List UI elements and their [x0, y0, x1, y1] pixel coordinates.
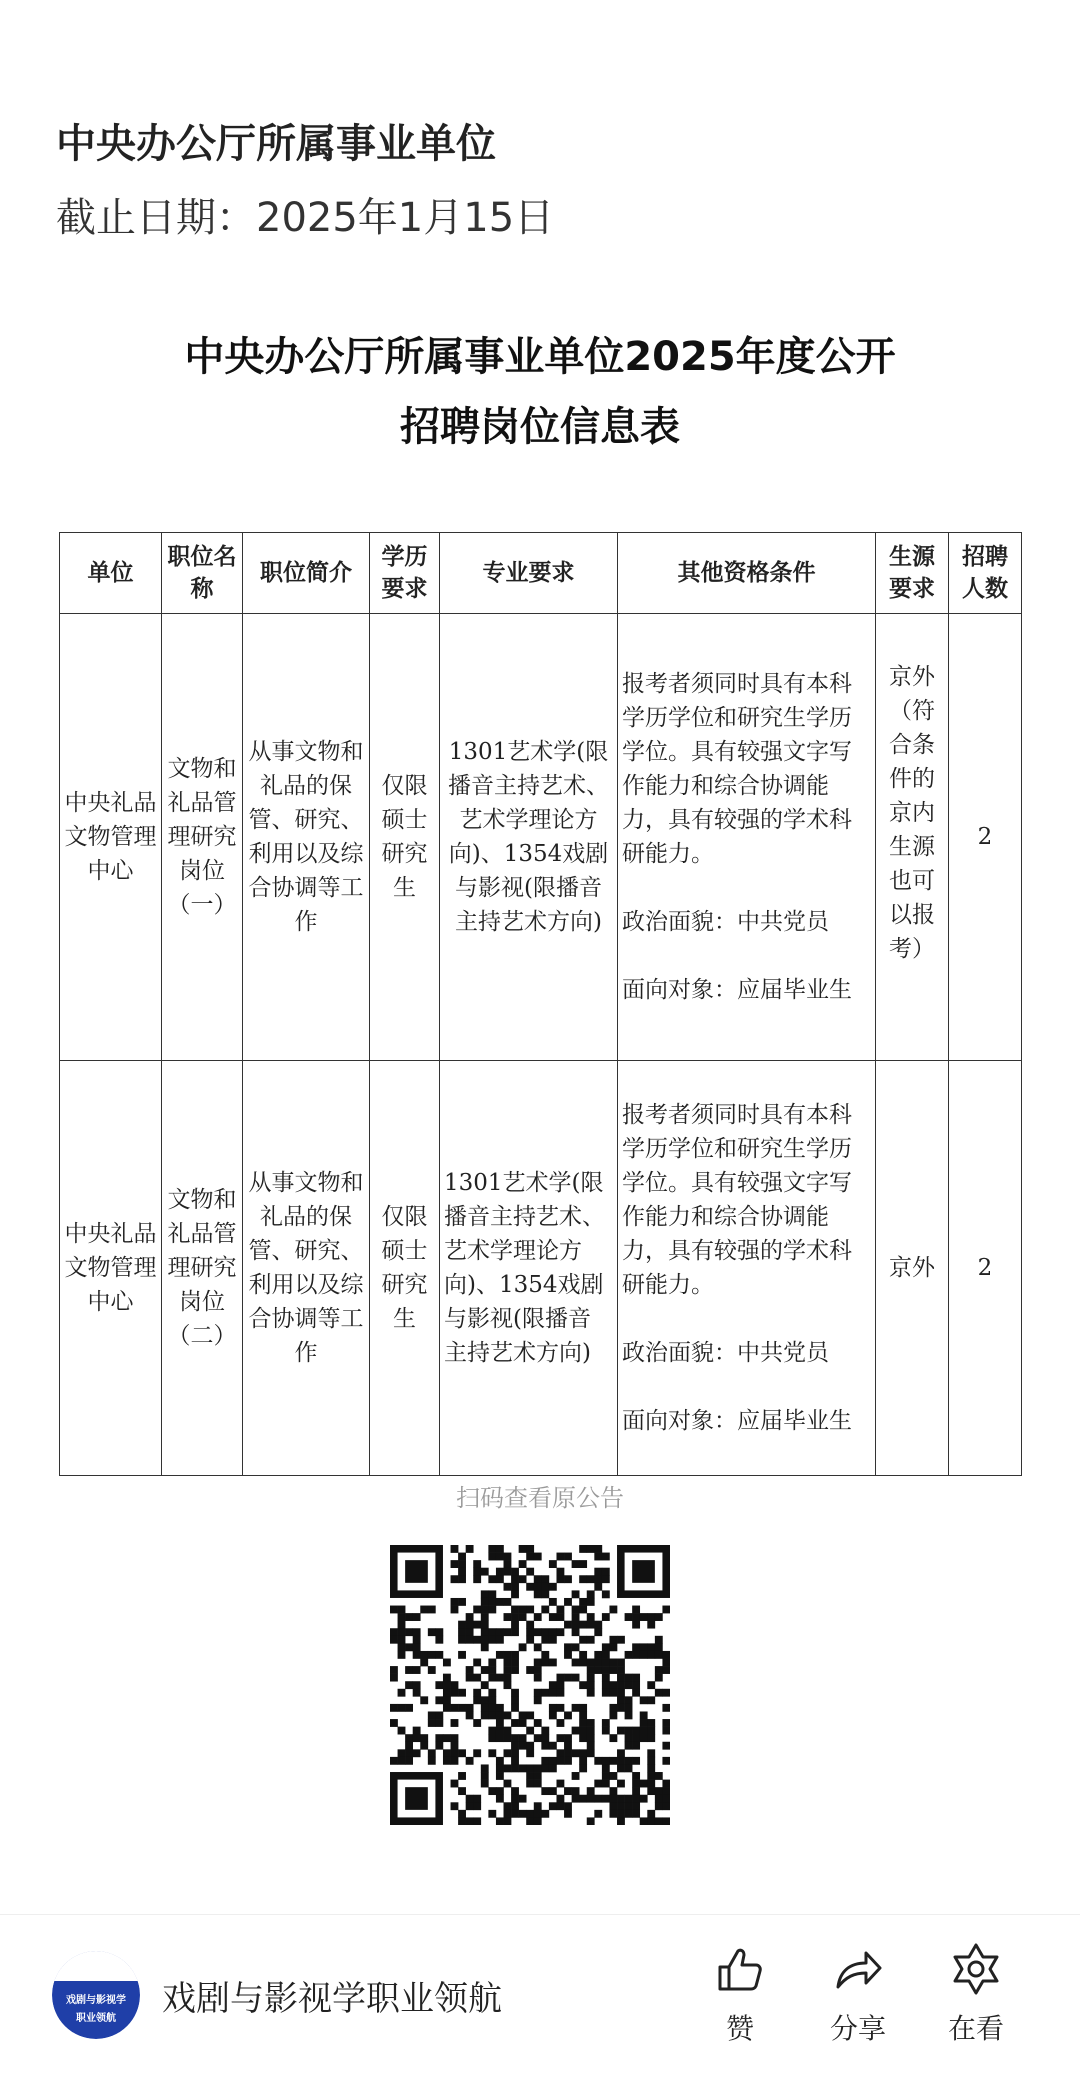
header-unit: 单位: [60, 533, 162, 614]
table-row: [60, 614, 1022, 1061]
share-label: 分享: [829, 2012, 886, 2045]
cell-education: 仅限硕士研究生: [370, 614, 440, 1061]
cell-count: 2: [949, 614, 1022, 1061]
political-status: 政治面貌：中共党员: [622, 1340, 829, 1366]
table-row: [60, 1061, 1022, 1476]
cell-unit: 中央礼品文物管理中心: [60, 1061, 162, 1476]
job-table: [59, 532, 1022, 1476]
header-other: 其他资格条件: [618, 533, 876, 614]
share-arrow-icon: [830, 1941, 886, 1997]
qr-caption: 扫码查看原公告: [456, 1484, 624, 1512]
cell-intro: 从事文物和礼品的保管、研究、利用以及综合协调等工作: [243, 1061, 370, 1476]
cell-major: 1301艺术学(限播音主持艺术、艺术学理论方向)、1354戏剧与影视(限播音主持艺术方向): [440, 614, 618, 1061]
header-intro: 职位简介: [243, 533, 370, 614]
like-button[interactable]: [690, 1941, 790, 2047]
star-flower-icon: [948, 1941, 1004, 1997]
cell-major: 1301艺术学(限播音主持艺术、艺术学理论方向)、1354戏剧与影视(限播音主持艺术方向): [440, 1061, 618, 1476]
deadline-text: 截止日期：2025年1月15日: [56, 195, 555, 241]
org-title: 中央办公厅所属事业单位: [56, 121, 496, 167]
share-button[interactable]: [808, 1941, 908, 2047]
cell-position: 文物和礼品管理研究岗位（二）: [162, 1061, 243, 1476]
header-position: 职位名称: [162, 533, 243, 614]
account-name[interactable]: 戏剧与影视学职业领航: [162, 1979, 502, 2019]
thumbs-up-icon: [712, 1941, 768, 1997]
cell-other: [618, 1061, 876, 1476]
cell-source: 京外（符合条件的京内生源也可以报考）: [876, 614, 949, 1061]
other-requirements: 报考者须同时具有本科学历学位和研究生学历学位。具有较强文字写作能力和综合协调能力，具有较强的学术科研能力。: [622, 1102, 852, 1298]
cell-education: 仅限硕士研究生: [370, 1061, 440, 1476]
header-source: 生源要求: [876, 533, 949, 614]
document-title: [0, 322, 1080, 462]
table-header-row: [60, 533, 1022, 614]
document-title-line1: 中央办公厅所属事业单位2025年度公开: [184, 334, 896, 380]
header-major: 专业要求: [440, 533, 618, 614]
target-group: 面向对象：应届毕业生: [622, 1408, 852, 1434]
cell-intro: 从事文物和礼品的保管、研究、利用以及综合协调等工作: [243, 614, 370, 1061]
qr-code[interactable]: [390, 1545, 670, 1825]
target-group: 面向对象：应届毕业生: [622, 977, 852, 1003]
account-avatar[interactable]: [52, 1951, 140, 2039]
avatar-text-line1: 戏剧与影视学: [66, 1995, 126, 2006]
cell-other: [618, 614, 876, 1061]
watching-label: 在看: [947, 2012, 1004, 2045]
cell-source: 京外: [876, 1061, 949, 1476]
header-education: 学历要求: [370, 533, 440, 614]
avatar-text-line2: 职业领航: [76, 2013, 116, 2024]
like-label: 赞: [725, 2012, 754, 2045]
header-count: 招聘人数: [949, 533, 1022, 614]
cell-count: 2: [949, 1061, 1022, 1476]
cell-position: 文物和礼品管理研究岗位（一）: [162, 614, 243, 1061]
cell-unit: 中央礼品文物管理中心: [60, 614, 162, 1061]
document-title-line2: 招聘岗位信息表: [400, 404, 680, 450]
other-requirements: 报考者须同时具有本科学历学位和研究生学历学位。具有较强文字写作能力和综合协调能力，具有较强的学术科研能力。: [622, 671, 852, 867]
watching-button[interactable]: [926, 1941, 1026, 2047]
political-status: 政治面貌：中共党员: [622, 909, 829, 935]
bottom-action-bar: [0, 1914, 1080, 2074]
